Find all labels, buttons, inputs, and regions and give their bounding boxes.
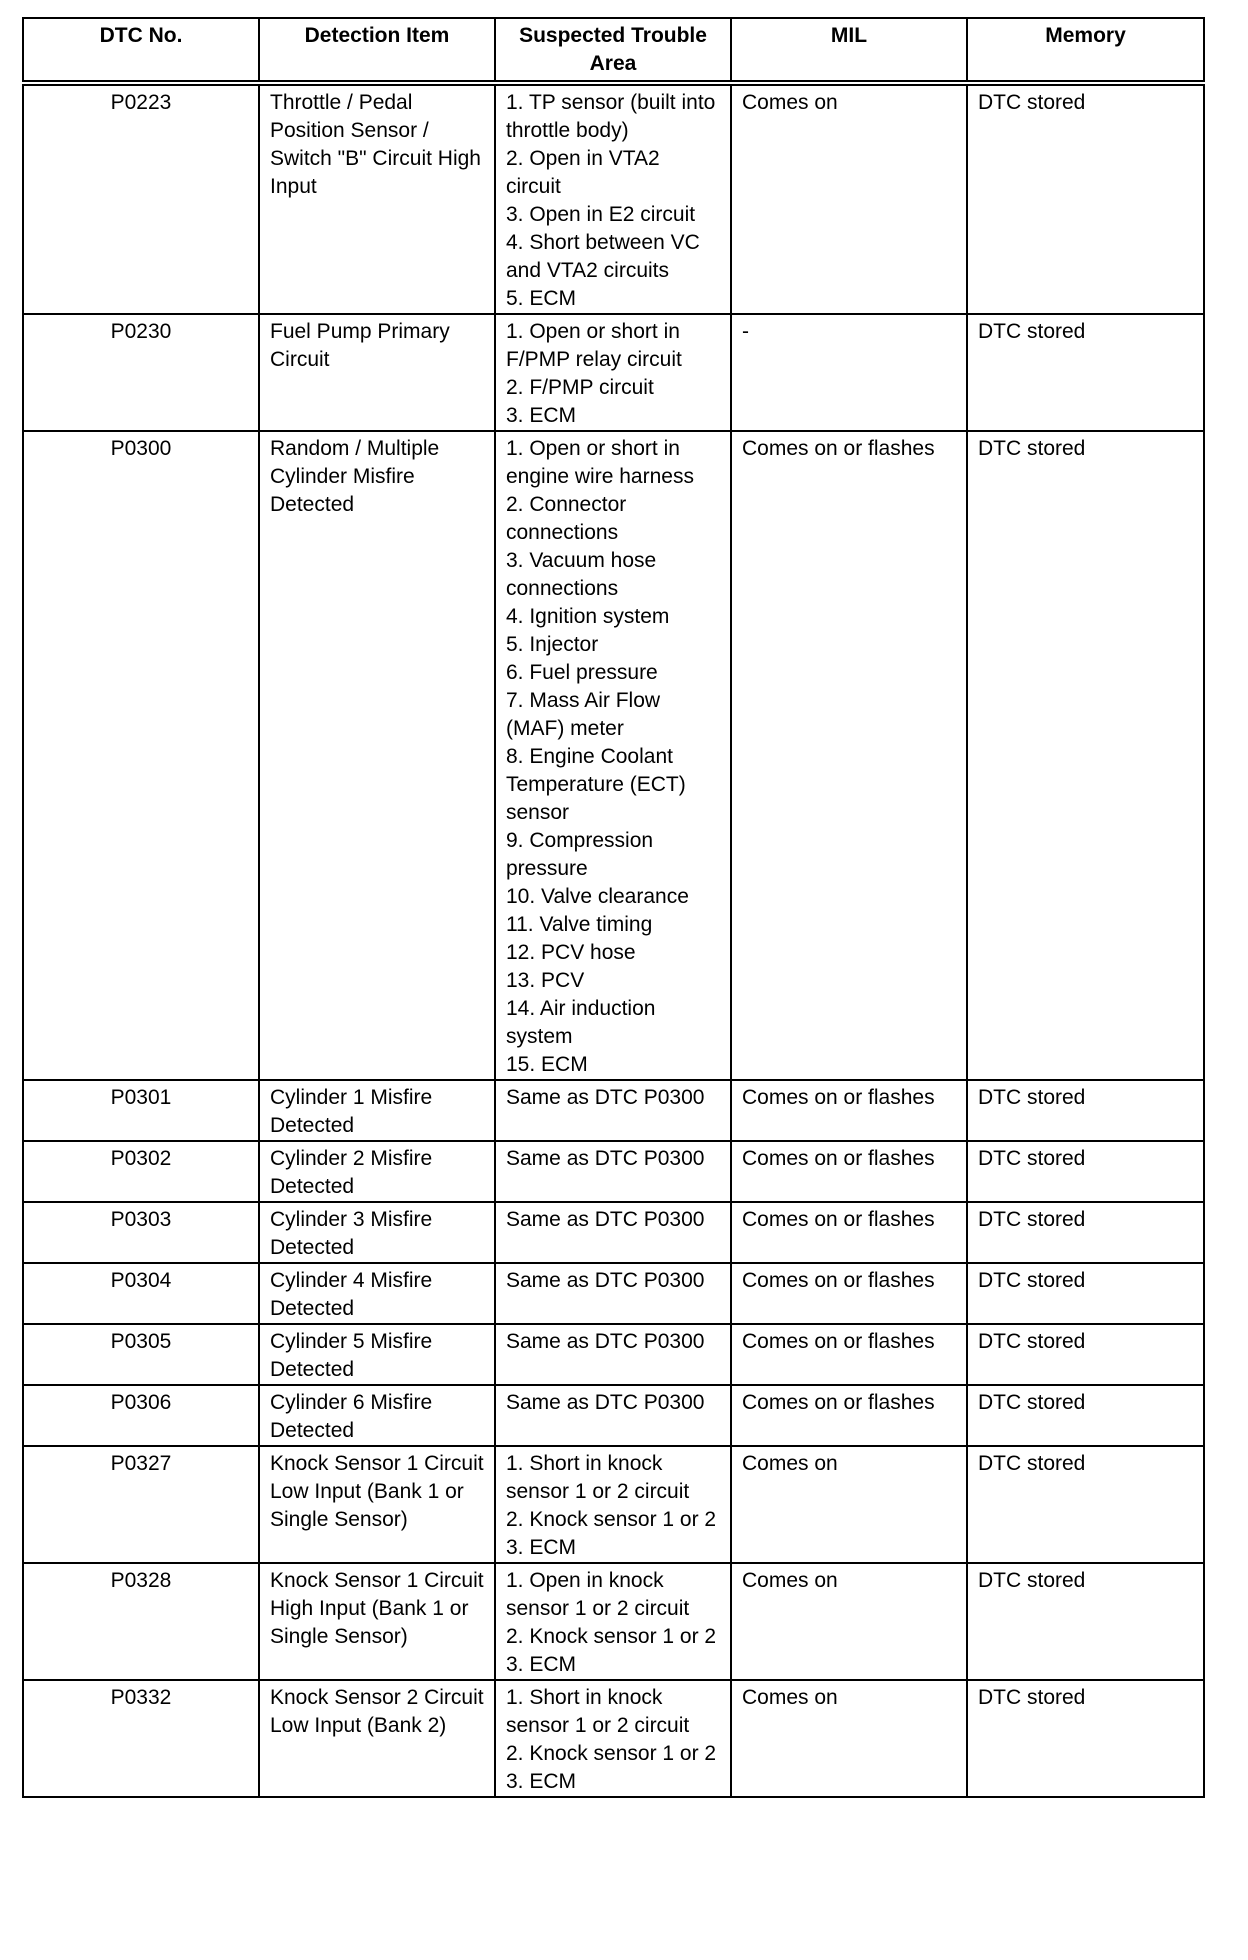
mil-cell: Comes on or flashes [731,431,967,1080]
mil-cell: Comes on or flashes [731,1080,967,1141]
detection-item-cell: Cylinder 6 Misfire Detected [259,1385,495,1446]
trouble-area-cell: Same as DTC P0300 [495,1141,731,1202]
table-row [23,1263,1204,1324]
trouble-area-cell: 1. TP sensor (built into throttle body) 2. Open in VTA2 circuit 3. Open in E2 circuit 4. Short between VC and VTA2 circuits 5. ECM [495,83,731,314]
detection-item-cell: Fuel Pump Primary Circuit [259,314,495,431]
trouble-area-cell: 1. Open or short in engine wire harness 2. Connector connections 3. Vacuum hose connections 4. Ignition system 5. Injector 6. Fuel pressure 7. Mass Air Flow (MAF) meter 8. Engine Coolant Temperature (ECT) sensor 9. Compression pressure 10. Valve clearance 11. Valve timing 12. PCV hose 13. PCV 14. Air induction system 15. ECM [495,431,731,1080]
memory-cell: DTC stored [967,1563,1204,1680]
header-memory: Memory [967,18,1204,83]
mil-cell: Comes on or flashes [731,1263,967,1324]
memory-cell: DTC stored [967,1080,1204,1141]
detection-item-cell: Cylinder 1 Misfire Detected [259,1080,495,1141]
table-row [23,1563,1204,1680]
detection-item-cell: Cylinder 3 Misfire Detected [259,1202,495,1263]
memory-cell: DTC stored [967,1263,1204,1324]
dtc-code-cell: P0301 [23,1080,259,1141]
dtc-code-cell: P0305 [23,1324,259,1385]
table-row [23,1080,1204,1141]
memory-cell: DTC stored [967,1141,1204,1202]
detection-item-cell: Knock Sensor 2 Circuit Low Input (Bank 2) [259,1680,495,1797]
dtc-code-cell: P0306 [23,1385,259,1446]
header-detection-item: Detection Item [259,18,495,83]
table-row [23,1446,1204,1563]
table-row [23,1202,1204,1263]
mil-cell: Comes on or flashes [731,1385,967,1446]
dtc-code-cell: P0303 [23,1202,259,1263]
memory-cell: DTC stored [967,1680,1204,1797]
trouble-area-cell: Same as DTC P0300 [495,1385,731,1446]
memory-cell: DTC stored [967,1385,1204,1446]
detection-item-cell: Cylinder 2 Misfire Detected [259,1141,495,1202]
mil-cell: Comes on or flashes [731,1324,967,1385]
mil-cell: - [731,314,967,431]
detection-item-cell: Knock Sensor 1 Circuit Low Input (Bank 1 or Single Sensor) [259,1446,495,1563]
mil-cell: Comes on [731,1680,967,1797]
table-row [23,1141,1204,1202]
header-dtc-no: DTC No. [23,18,259,83]
trouble-area-cell: 1. Short in knock sensor 1 or 2 circuit 2. Knock sensor 1 or 2 3. ECM [495,1446,731,1563]
detection-item-cell: Throttle / Pedal Position Sensor / Switch "B" Circuit High Input [259,83,495,314]
dtc-code-cell: P0327 [23,1446,259,1563]
memory-cell: DTC stored [967,1202,1204,1263]
table-row [23,431,1204,1080]
table-row [23,1385,1204,1446]
dtc-code-cell: P0230 [23,314,259,431]
mil-cell: Comes on [731,1446,967,1563]
dtc-code-cell: P0223 [23,83,259,314]
detection-item-cell: Knock Sensor 1 Circuit High Input (Bank 1 or Single Sensor) [259,1563,495,1680]
memory-cell: DTC stored [967,1324,1204,1385]
mil-cell: Comes on or flashes [731,1202,967,1263]
dtc-table [22,17,1205,1798]
header-suspected-trouble-area: Suspected Trouble Area [495,18,731,83]
memory-cell: DTC stored [967,314,1204,431]
memory-cell: DTC stored [967,431,1204,1080]
detection-item-cell: Cylinder 4 Misfire Detected [259,1263,495,1324]
table-row [23,1324,1204,1385]
trouble-area-cell: 1. Open in knock sensor 1 or 2 circuit 2. Knock sensor 1 or 2 3. ECM [495,1563,731,1680]
dtc-code-cell: P0300 [23,431,259,1080]
dtc-code-cell: P0332 [23,1680,259,1797]
detection-item-cell: Cylinder 5 Misfire Detected [259,1324,495,1385]
mil-cell: Comes on [731,83,967,314]
detection-item-cell: Random / Multiple Cylinder Misfire Detected [259,431,495,1080]
memory-cell: DTC stored [967,83,1204,314]
mil-cell: Comes on or flashes [731,1141,967,1202]
table-header-row [23,18,1204,83]
dtc-code-cell: P0328 [23,1563,259,1680]
table-body [23,83,1204,1797]
trouble-area-cell: 1. Short in knock sensor 1 or 2 circuit 2. Knock sensor 1 or 2 3. ECM [495,1680,731,1797]
dtc-code-cell: P0304 [23,1263,259,1324]
trouble-area-cell: 1. Open or short in F/PMP relay circuit 2. F/PMP circuit 3. ECM [495,314,731,431]
memory-cell: DTC stored [967,1446,1204,1563]
trouble-area-cell: Same as DTC P0300 [495,1324,731,1385]
trouble-area-cell: Same as DTC P0300 [495,1263,731,1324]
mil-cell: Comes on [731,1563,967,1680]
table-row [23,314,1204,431]
table-row [23,83,1204,314]
trouble-area-cell: Same as DTC P0300 [495,1202,731,1263]
dtc-code-cell: P0302 [23,1141,259,1202]
header-mil: MIL [731,18,967,83]
trouble-area-cell: Same as DTC P0300 [495,1080,731,1141]
table-row [23,1680,1204,1797]
